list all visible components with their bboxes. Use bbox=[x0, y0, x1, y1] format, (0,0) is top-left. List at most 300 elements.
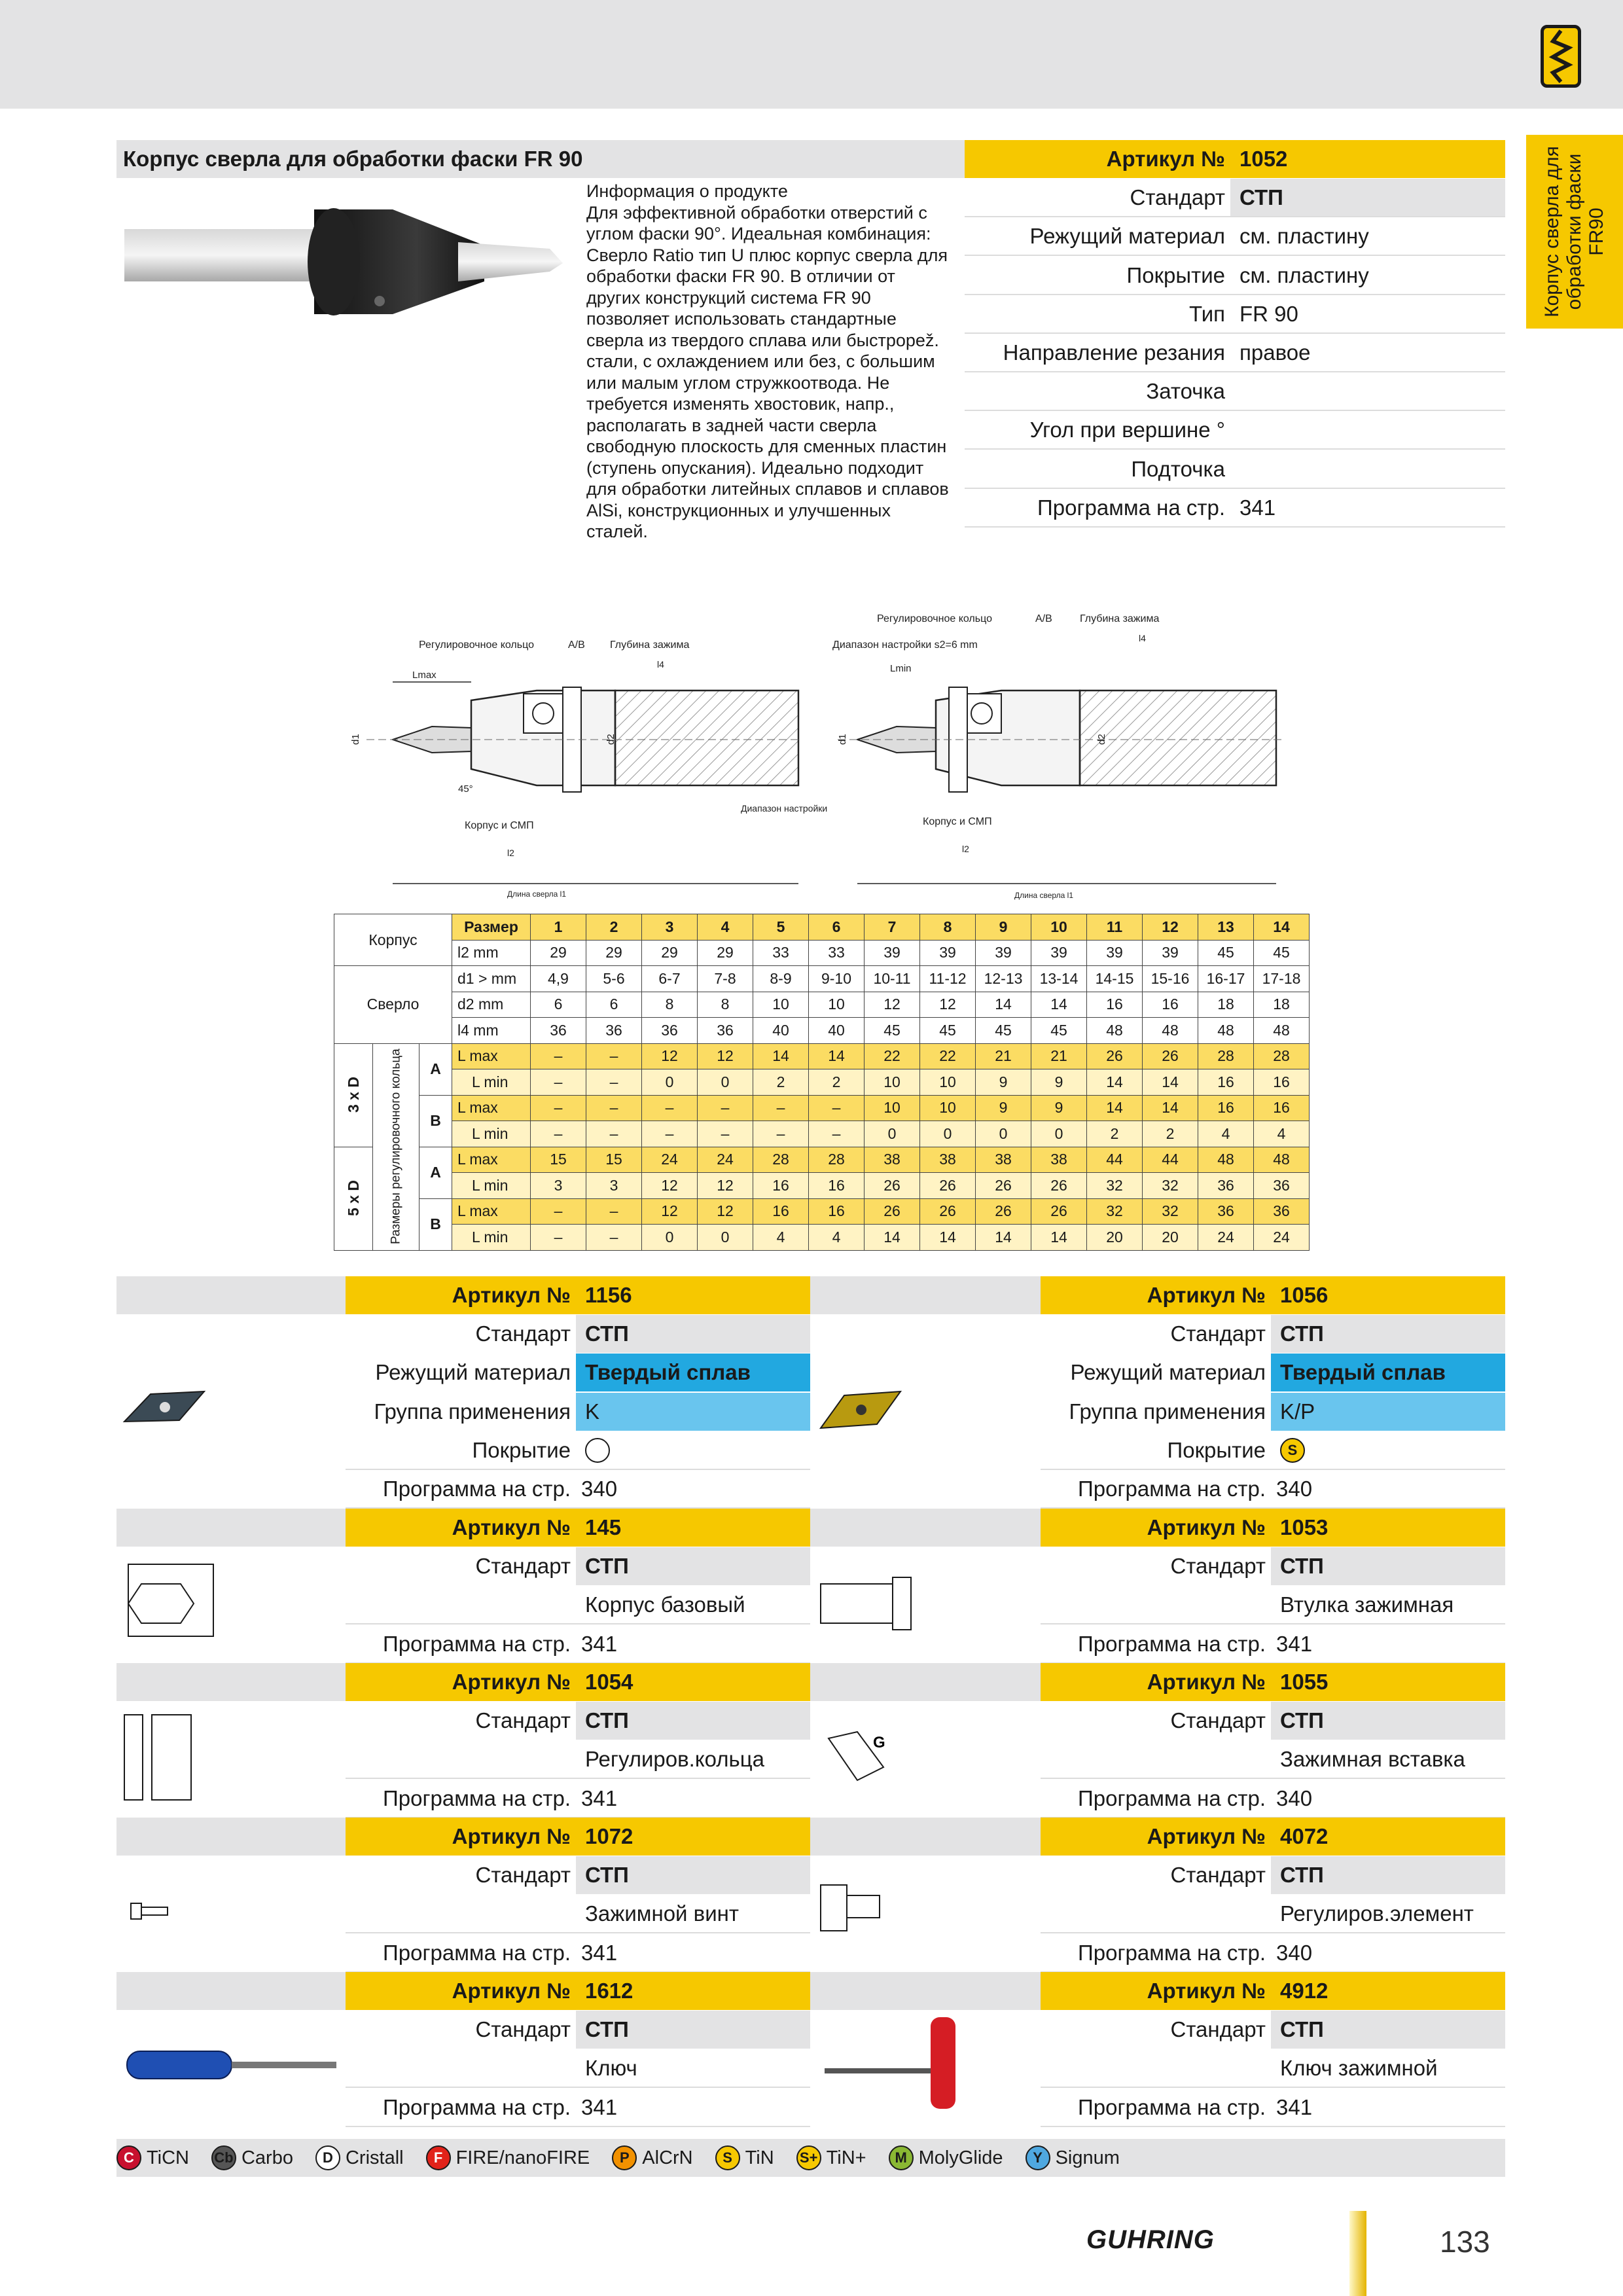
brand-logo: GUHRING bbox=[1086, 2225, 1215, 2254]
chamfer-drill-image bbox=[118, 183, 569, 334]
program-label: Программа на стр. bbox=[1078, 1940, 1266, 1965]
legend-item bbox=[889, 2145, 1003, 2170]
coating-icon bbox=[585, 1438, 610, 1463]
table-cell: 15 bbox=[531, 1147, 586, 1173]
table-cell: – bbox=[753, 1095, 809, 1121]
legend-label: FIRE/nanoFIRE bbox=[455, 2147, 590, 2168]
table-cell: 39 bbox=[1087, 940, 1143, 966]
table-cell: 0 bbox=[642, 1225, 698, 1251]
legend-item bbox=[1026, 2145, 1120, 2170]
table-cell: 26 bbox=[1031, 1173, 1087, 1199]
program-value: 340 bbox=[1276, 1785, 1313, 1810]
side-tab-label: Корпус сверла для обработки фаски FR90 bbox=[1541, 146, 1607, 317]
program-value: 341 bbox=[581, 1940, 618, 1965]
program-label: Программа на стр. bbox=[383, 2094, 571, 2119]
table-cell: 28 bbox=[1198, 1043, 1254, 1069]
table-cell: 38 bbox=[865, 1147, 920, 1173]
standard-label: Стандарт bbox=[475, 1708, 571, 1733]
coating-alcrn-icon: P bbox=[612, 2145, 637, 2170]
row-label: L max bbox=[452, 1198, 531, 1225]
clamping-screw-image bbox=[128, 1898, 174, 1928]
table-cell: 20 bbox=[1143, 1225, 1198, 1251]
drawing-left-l4-label: l4 bbox=[657, 659, 664, 670]
drawing-right-range-label: Диапазон настройки s2=6 mm bbox=[832, 639, 978, 651]
table-cell: 12 bbox=[698, 1198, 753, 1225]
table-cell: 26 bbox=[865, 1198, 920, 1225]
table-cell: 18 bbox=[1198, 992, 1254, 1018]
table-cell: 10-11 bbox=[865, 966, 920, 992]
table-cell: 26 bbox=[976, 1198, 1031, 1225]
table-cell: 12 bbox=[698, 1173, 753, 1199]
item-name: Зажимная вставка bbox=[1280, 1747, 1465, 1772]
table-cell: 14 bbox=[865, 1225, 920, 1251]
table-cell: 12 bbox=[642, 1198, 698, 1225]
table-cell: 2 bbox=[1143, 1121, 1198, 1147]
clamping-sleeve-image bbox=[818, 1571, 916, 1640]
table-cell: 22 bbox=[920, 1043, 976, 1069]
table-cell: 16 bbox=[1087, 992, 1143, 1018]
article-value: 1054 bbox=[576, 1663, 810, 1701]
legend-label: AlCrN bbox=[642, 2147, 693, 2168]
article-label: Артикул № bbox=[346, 1509, 576, 1547]
drawing-right-ring-label: Регулировочное кольцо bbox=[877, 613, 992, 624]
table-cell: 14 bbox=[1087, 1095, 1143, 1121]
table-cell: 8 bbox=[642, 992, 698, 1018]
legend-item bbox=[426, 2145, 590, 2170]
spec-value: правое bbox=[1240, 340, 1311, 365]
table-cell: 12 bbox=[642, 1043, 698, 1069]
coating-icon: S bbox=[1280, 1438, 1305, 1463]
standard-label: Стандарт bbox=[475, 1863, 571, 1888]
spec-label: Стандарт bbox=[1130, 185, 1225, 210]
item-name: Втулка зажимная bbox=[1280, 1592, 1454, 1617]
article-label: Артикул № bbox=[1041, 1276, 1271, 1314]
article-label: Артикул № bbox=[346, 1276, 576, 1314]
table-cell: 39 bbox=[976, 940, 1031, 966]
table-cell: 29 bbox=[698, 940, 753, 966]
table-cell: 36 bbox=[531, 1018, 586, 1044]
table-cell: 10 bbox=[920, 1095, 976, 1121]
table-cell: 4,9 bbox=[531, 966, 586, 992]
drawing-left-angle-label: 45° bbox=[458, 783, 473, 795]
table-cell: 32 bbox=[1087, 1173, 1143, 1199]
legend-item bbox=[715, 2145, 774, 2170]
spec-value bbox=[1230, 450, 1505, 488]
screwdriver-image bbox=[122, 2042, 344, 2091]
drawing-left-lmax-label: Lmax bbox=[412, 670, 437, 681]
legend-label: Signum bbox=[1055, 2147, 1120, 2168]
legend-item bbox=[796, 2145, 866, 2170]
table-cell: 15-16 bbox=[1143, 966, 1198, 992]
table-cell: 14 bbox=[1143, 1095, 1198, 1121]
standard-value: СТП bbox=[576, 1702, 810, 1740]
table-cell: 39 bbox=[920, 940, 976, 966]
table-cell: 10 bbox=[809, 992, 865, 1018]
article-value: 145 bbox=[576, 1509, 810, 1547]
table-cell: 36 bbox=[1254, 1198, 1310, 1225]
table-cell: 24 bbox=[1254, 1225, 1310, 1251]
legend-item bbox=[116, 2145, 189, 2170]
adjusting-element-image bbox=[818, 1878, 890, 1941]
size-header: 1 bbox=[531, 914, 586, 941]
table-cell: 14 bbox=[1031, 1225, 1087, 1251]
article-value: 1056 bbox=[1271, 1276, 1505, 1314]
table-cell: 2 bbox=[753, 1069, 809, 1096]
program-label: Программа на стр. bbox=[1078, 1631, 1266, 1656]
size-header: 7 bbox=[865, 914, 920, 941]
article-label: Артикул № bbox=[346, 1663, 576, 1701]
block-header-band bbox=[116, 1276, 346, 1314]
standard-label: Стандарт bbox=[1170, 1554, 1266, 1579]
table-cell: 21 bbox=[976, 1043, 1031, 1069]
product-info bbox=[586, 181, 953, 543]
size-header: 11 bbox=[1087, 914, 1143, 941]
table-cell: 16 bbox=[1254, 1069, 1310, 1096]
table-cell: 24 bbox=[642, 1147, 698, 1173]
material-label: Режущий материал bbox=[1070, 1360, 1266, 1385]
table-cell: 48 bbox=[1087, 1018, 1143, 1044]
size-header: 13 bbox=[1198, 914, 1254, 941]
table-cell: 26 bbox=[1031, 1198, 1087, 1225]
size-header: 14 bbox=[1254, 914, 1310, 941]
group-value: K bbox=[576, 1393, 810, 1431]
t-key-image bbox=[818, 2009, 969, 2117]
table-cell: 16 bbox=[753, 1198, 809, 1225]
standard-value: СТП bbox=[1271, 2011, 1505, 2049]
item-name: Ключ bbox=[585, 2056, 637, 2081]
standard-value: СТП bbox=[1271, 1547, 1505, 1585]
standard-label: Стандарт bbox=[475, 2017, 571, 2042]
table-cell: 8 bbox=[698, 992, 753, 1018]
table-cell: 12 bbox=[920, 992, 976, 1018]
group-3xd: 3 x D bbox=[334, 1043, 373, 1147]
drill-logo-icon bbox=[1541, 25, 1581, 88]
table-cell: 16 bbox=[753, 1173, 809, 1199]
table-cell: – bbox=[586, 1069, 642, 1096]
item-name: Ключ зажимной bbox=[1280, 2056, 1438, 2081]
ring-type: A bbox=[419, 1147, 452, 1198]
item-name: Регулиров.элемент bbox=[1280, 1901, 1474, 1926]
table-cell: 45 bbox=[865, 1018, 920, 1044]
table-cell: 33 bbox=[809, 940, 865, 966]
program-value: 340 bbox=[1276, 1940, 1313, 1965]
group-5xd: 5 x D bbox=[334, 1147, 373, 1250]
row-label: l2 mm bbox=[452, 940, 531, 966]
size-header: 8 bbox=[920, 914, 976, 941]
legend-item bbox=[211, 2145, 293, 2170]
table-cell: – bbox=[586, 1095, 642, 1121]
table-cell: 24 bbox=[698, 1147, 753, 1173]
article-label: Артикул № bbox=[1041, 1972, 1271, 2010]
header-bar bbox=[0, 0, 1505, 109]
table-cell: 29 bbox=[586, 940, 642, 966]
table-cell: 18 bbox=[1254, 992, 1310, 1018]
legend-label: TiN bbox=[745, 2147, 774, 2168]
coating-label: Покрытие bbox=[472, 1437, 571, 1462]
table-cell: 8-9 bbox=[753, 966, 809, 992]
block-header-band bbox=[116, 1663, 346, 1701]
size-header: 5 bbox=[753, 914, 809, 941]
table-cell: 32 bbox=[1143, 1198, 1198, 1225]
item-name: Зажимной винт bbox=[585, 1901, 739, 1926]
table-cell: 0 bbox=[698, 1225, 753, 1251]
table-cell: 28 bbox=[809, 1147, 865, 1173]
table-cell: 40 bbox=[809, 1018, 865, 1044]
legend-label: TiN+ bbox=[826, 2147, 866, 2168]
spec-value: см. пластину bbox=[1240, 224, 1369, 249]
table-cell: 26 bbox=[1087, 1043, 1143, 1069]
standard-label: Стандарт bbox=[1170, 2017, 1266, 2042]
size-header: 6 bbox=[809, 914, 865, 941]
article-value: 1072 bbox=[576, 1818, 810, 1856]
standard-label: Стандарт bbox=[1170, 1863, 1266, 1888]
table-cell: – bbox=[642, 1121, 698, 1147]
drawing-left-range-label: Диапазон настройки bbox=[741, 803, 828, 814]
table-cell: 38 bbox=[1031, 1147, 1087, 1173]
table-cell: 3 bbox=[586, 1173, 642, 1199]
program-value: 341 bbox=[581, 1785, 618, 1810]
size-header: 4 bbox=[698, 914, 753, 941]
table-cell: 24 bbox=[1198, 1225, 1254, 1251]
table-cell: 9 bbox=[1031, 1095, 1087, 1121]
insert-kp-image bbox=[818, 1388, 903, 1437]
drawing-left-ring-label: Регулировочное кольцо bbox=[419, 639, 534, 651]
program-value: 340 bbox=[581, 1477, 618, 1501]
table-cell: 4 bbox=[1198, 1121, 1254, 1147]
table-cell: – bbox=[531, 1198, 586, 1225]
material-value: Твердый сплав bbox=[576, 1354, 810, 1391]
table-cell: – bbox=[753, 1121, 809, 1147]
table-cell: 0 bbox=[976, 1121, 1031, 1147]
row-label: L max bbox=[452, 1147, 531, 1173]
block-header-band bbox=[810, 1663, 1041, 1701]
spec-label: Артикул № bbox=[965, 140, 1230, 178]
material-label: Режущий материал bbox=[375, 1360, 571, 1385]
size-header: 3 bbox=[642, 914, 698, 941]
table-cell: 38 bbox=[920, 1147, 976, 1173]
row-label: l4 mm bbox=[452, 1018, 531, 1044]
drawing-right-depth-label: Глубина зажима bbox=[1080, 613, 1160, 624]
spec-label: Подточка bbox=[1131, 456, 1225, 481]
table-cell: 39 bbox=[1143, 940, 1198, 966]
table-cell: – bbox=[809, 1121, 865, 1147]
table-cell: 14 bbox=[809, 1043, 865, 1069]
spec-label: Угол при вершине ° bbox=[1029, 418, 1225, 442]
table-cell: – bbox=[642, 1095, 698, 1121]
table-cell: 26 bbox=[865, 1173, 920, 1199]
spec-label: Заточка bbox=[1146, 379, 1225, 404]
program-value: 341 bbox=[1276, 2094, 1313, 2119]
table-cell: 9 bbox=[1031, 1069, 1087, 1096]
row-label: d2 mm bbox=[452, 992, 531, 1018]
legend-item bbox=[612, 2145, 692, 2170]
table-cell: 16 bbox=[1198, 1095, 1254, 1121]
drawing-left-body-label: Корпус и СМП bbox=[465, 820, 534, 831]
page-number: 133 bbox=[1440, 2225, 1490, 2259]
table-cell: 40 bbox=[753, 1018, 809, 1044]
table-cell: 28 bbox=[753, 1147, 809, 1173]
table-cell: 12 bbox=[698, 1043, 753, 1069]
row-label: L max bbox=[452, 1095, 531, 1121]
technical-drawing-right bbox=[831, 609, 1289, 903]
table-cell: 45 bbox=[1254, 940, 1310, 966]
table-cell: 36 bbox=[1198, 1198, 1254, 1225]
spec-value: СТП bbox=[1230, 179, 1505, 217]
coating-value bbox=[1271, 1431, 1505, 1469]
program-value: 341 bbox=[581, 2094, 618, 2119]
block-header-band bbox=[810, 1276, 1041, 1314]
table-cell: – bbox=[586, 1121, 642, 1147]
table-cell: 17-18 bbox=[1254, 966, 1310, 992]
table-cell: 0 bbox=[1031, 1121, 1087, 1147]
side-category-tab[interactable] bbox=[1526, 135, 1623, 329]
table-cell: 26 bbox=[1143, 1043, 1198, 1069]
table-cell: 14 bbox=[1031, 992, 1087, 1018]
drawing-right-l4-label: l4 bbox=[1139, 633, 1146, 643]
table-cell: 26 bbox=[976, 1173, 1031, 1199]
table-cell: – bbox=[698, 1121, 753, 1147]
table-cell: 11-12 bbox=[920, 966, 976, 992]
spec-value: FR 90 bbox=[1240, 301, 1298, 326]
table-cell: 2 bbox=[809, 1069, 865, 1096]
ring-sizes-label: Размеры регулировочного кольца bbox=[373, 1043, 419, 1250]
drawing-right-body-label: Корпус и СМП bbox=[923, 816, 992, 827]
table-cell: 48 bbox=[1254, 1147, 1310, 1173]
info-text: Для эффективной обработки отверстий с углом фаски 90°. Идеальная комбинация: Сверло Ratio тип U плюс корпус сверла для обработки фаски FR 90. В отличии от других конструкций система FR 90 позволяет использовать стандартные сверла из твердого сплава или быстрорež. стали, с охлаждением или без, с большим или малым углом стружкоотвода. Не требуется изменять хвостовик, напр., располагать в задней части сверла свободную плоскость для сменных пластин (ступень опускания). Идеально подходит для обработки литейных сплавов и сплавов AlSi, конструкционных и улучшенных сталей. bbox=[586, 202, 949, 541]
table-cell: 0 bbox=[865, 1121, 920, 1147]
drawing-right-d2-label: d2 bbox=[1096, 734, 1107, 745]
clamping-insert-g-label: G bbox=[873, 1734, 885, 1751]
table-cell: 3 bbox=[531, 1173, 586, 1199]
table-cell: 26 bbox=[920, 1173, 976, 1199]
table-cell: 15 bbox=[586, 1147, 642, 1173]
table-cell: 0 bbox=[920, 1121, 976, 1147]
table-cell: 39 bbox=[1031, 940, 1087, 966]
table-cell: 38 bbox=[976, 1147, 1031, 1173]
insert-k-image bbox=[122, 1388, 207, 1430]
article-label: Артикул № bbox=[1041, 1663, 1271, 1701]
standard-value: СТП bbox=[576, 1315, 810, 1353]
item-name: Корпус базовый bbox=[585, 1592, 745, 1617]
spec-label: Режущий материал bbox=[1029, 224, 1225, 249]
drawing-left-l2-label: l2 bbox=[507, 848, 514, 858]
legend-label: Cristall bbox=[345, 2147, 404, 2168]
table-cell: 4 bbox=[1254, 1121, 1310, 1147]
table-cell: 29 bbox=[531, 940, 586, 966]
drawing-left-ab-label: A/B bbox=[568, 639, 585, 651]
drawing-left-d2-label: d2 bbox=[605, 734, 616, 745]
table-cell: 36 bbox=[1198, 1173, 1254, 1199]
article-label: Артикул № bbox=[1041, 1818, 1271, 1856]
table-cell: 10 bbox=[753, 992, 809, 1018]
standard-label: Стандарт bbox=[475, 1554, 571, 1579]
program-label: Программа на стр. bbox=[383, 1785, 571, 1810]
block-header-band bbox=[810, 1972, 1041, 2010]
legend-item bbox=[315, 2145, 404, 2170]
coating-tin-icon: S bbox=[715, 2145, 740, 2170]
spec-label: Программа на стр. bbox=[1037, 495, 1225, 520]
drawing-left-length-label: Длина сверла l1 bbox=[507, 889, 566, 899]
table-cell: 10 bbox=[920, 1069, 976, 1096]
program-label: Программа на стр. bbox=[383, 1631, 571, 1656]
row-label: d1 > mm bbox=[452, 966, 531, 992]
table-cell: 16 bbox=[809, 1198, 865, 1225]
article-value: 1156 bbox=[576, 1276, 810, 1314]
footer-gold-bar bbox=[1349, 2211, 1366, 2296]
spec-value: см. пластину bbox=[1240, 262, 1369, 287]
table-cell: 44 bbox=[1143, 1147, 1198, 1173]
table-cell: 48 bbox=[1198, 1018, 1254, 1044]
table-cell: 45 bbox=[1031, 1018, 1087, 1044]
row-label: L min bbox=[452, 1225, 531, 1251]
article-value: 4912 bbox=[1271, 1972, 1505, 2010]
standard-value: СТП bbox=[576, 1856, 810, 1894]
program-label: Программа на стр. bbox=[1078, 1477, 1266, 1501]
table-cell: 14 bbox=[1143, 1069, 1198, 1096]
spec-value bbox=[1230, 372, 1505, 410]
table-cell: 0 bbox=[642, 1069, 698, 1096]
table-cell: 29 bbox=[642, 940, 698, 966]
table-cell: 14 bbox=[753, 1043, 809, 1069]
table-cell: – bbox=[531, 1121, 586, 1147]
article-label: Артикул № bbox=[346, 1972, 576, 2010]
table-cell: 48 bbox=[1254, 1018, 1310, 1044]
size-header: 10 bbox=[1031, 914, 1087, 941]
drawing-right-l2-label: l2 bbox=[962, 844, 969, 854]
korpus-label: Корпус bbox=[334, 914, 452, 966]
article-label: Артикул № bbox=[1041, 1509, 1271, 1547]
group-label: Группа применения bbox=[1069, 1399, 1266, 1424]
standard-value: СТП bbox=[576, 2011, 810, 2049]
block-header-band bbox=[116, 1509, 346, 1547]
table-cell: 12-13 bbox=[976, 966, 1031, 992]
table-cell: 36 bbox=[698, 1018, 753, 1044]
table-cell: 32 bbox=[1087, 1198, 1143, 1225]
table-cell: 7-8 bbox=[698, 966, 753, 992]
dimensions-table bbox=[334, 914, 1310, 1251]
table-cell: 10 bbox=[865, 1095, 920, 1121]
product-title: Корпус сверла для обработки фаски FR 90 bbox=[116, 140, 965, 178]
program-label: Программа на стр. bbox=[383, 1477, 571, 1501]
table-cell: – bbox=[531, 1095, 586, 1121]
technical-drawing-left bbox=[340, 628, 828, 903]
legend-label: MolyGlide bbox=[918, 2147, 1003, 2168]
table-cell: – bbox=[809, 1095, 865, 1121]
table-cell: 28 bbox=[1254, 1043, 1310, 1069]
table-cell: 45 bbox=[976, 1018, 1031, 1044]
table-cell: 0 bbox=[698, 1069, 753, 1096]
table-cell: 4 bbox=[809, 1225, 865, 1251]
ring-type: A bbox=[419, 1043, 452, 1095]
table-cell: 16 bbox=[1254, 1095, 1310, 1121]
drawing-right-lmin-label: Lmin bbox=[890, 663, 912, 674]
row-label: L max bbox=[452, 1043, 531, 1069]
material-value: Твердый сплав bbox=[1271, 1354, 1505, 1391]
table-cell: 22 bbox=[865, 1043, 920, 1069]
block-header-band bbox=[810, 1818, 1041, 1856]
group-value: K/P bbox=[1271, 1393, 1505, 1431]
program-value: 341 bbox=[1276, 1631, 1313, 1656]
size-header: 2 bbox=[586, 914, 642, 941]
legend-label: Carbo bbox=[241, 2147, 293, 2168]
table-cell: – bbox=[698, 1095, 753, 1121]
program-label: Программа на стр. bbox=[383, 1940, 571, 1965]
drawing-right-d1-label: d1 bbox=[837, 734, 848, 745]
size-header: 9 bbox=[976, 914, 1031, 941]
coating-label: Покрытие bbox=[1167, 1437, 1266, 1462]
table-cell: – bbox=[531, 1043, 586, 1069]
table-cell: 12 bbox=[642, 1173, 698, 1199]
